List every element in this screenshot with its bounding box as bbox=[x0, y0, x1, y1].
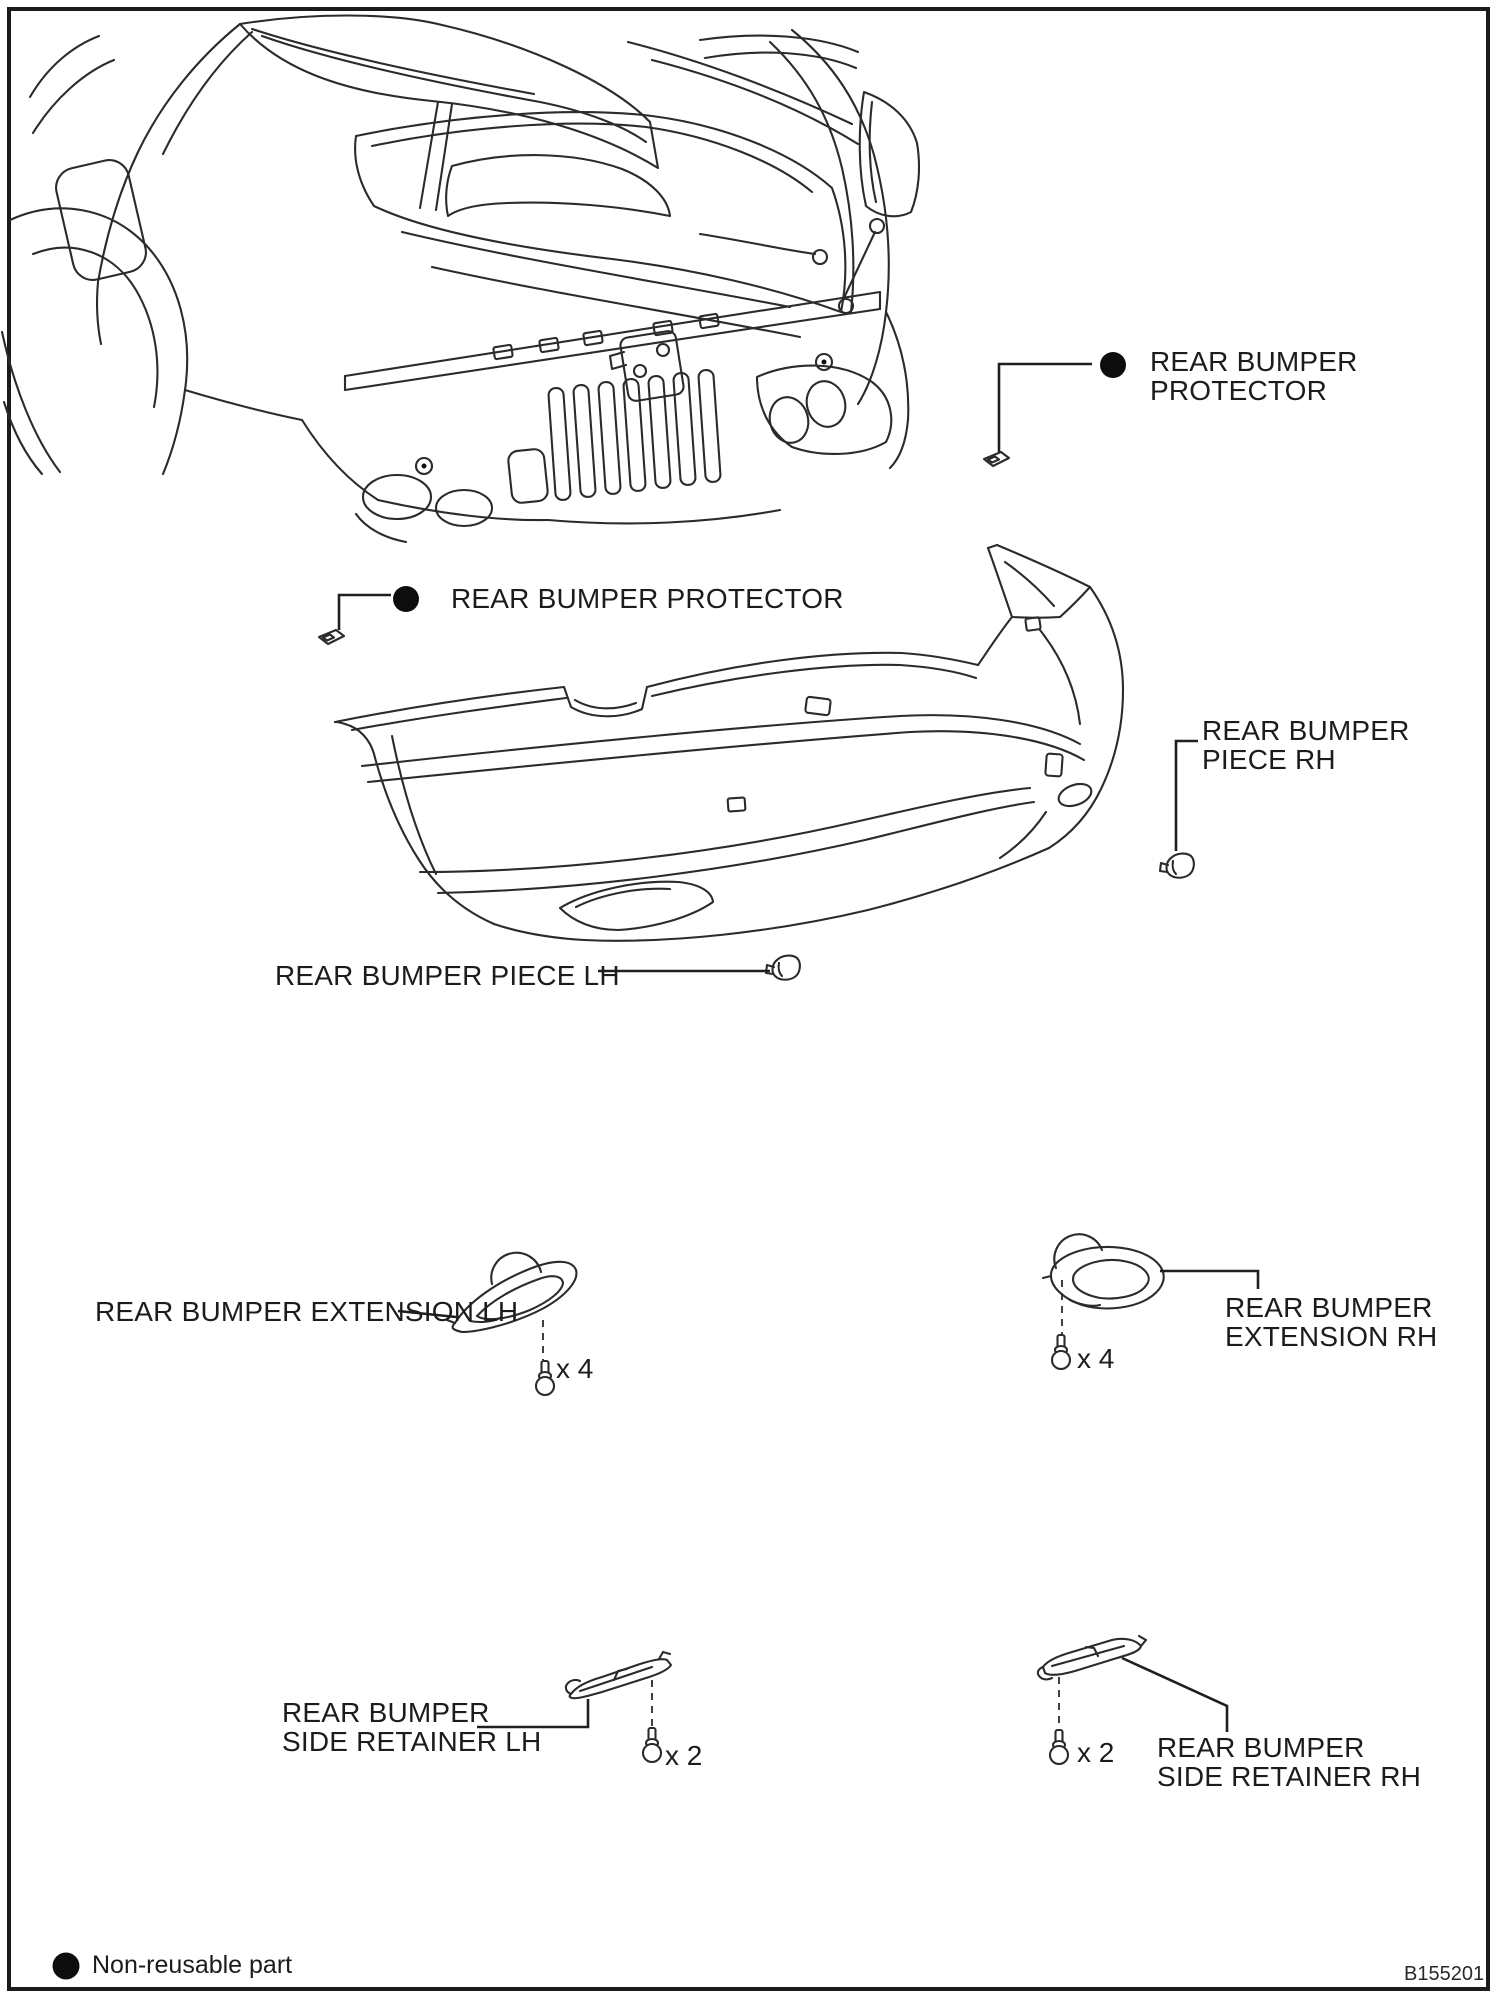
screw-icon bbox=[643, 1728, 661, 1762]
qty-retainer-lh-screws: x 2 bbox=[665, 1740, 703, 1771]
callout-line: PIECE RH bbox=[1202, 744, 1336, 775]
callout-rear-bumper-protector-mid bbox=[451, 584, 844, 613]
callout-line: EXTENSION RH bbox=[1225, 1321, 1438, 1352]
figure-code: B155201 bbox=[1404, 1963, 1485, 1985]
callout-line: REAR BUMPER bbox=[1157, 1732, 1365, 1763]
callout-rear-bumper-side-retainer-lh bbox=[282, 1698, 541, 1756]
screw-leader-lines bbox=[543, 1280, 1062, 1729]
callout-line: REAR BUMPER bbox=[1150, 346, 1358, 377]
rear-bumper-protector-part-mid bbox=[319, 630, 344, 644]
callout-rear-bumper-side-retainer-rh bbox=[1157, 1733, 1421, 1791]
callout-line: REAR BUMPER EXTENSION LH bbox=[95, 1296, 519, 1327]
qty-extension-rh-screws: x 4 bbox=[1077, 1343, 1115, 1374]
callout-line: REAR BUMPER PROTECTOR bbox=[451, 583, 844, 614]
callout-line: PROTECTOR bbox=[1150, 375, 1328, 406]
qty-extension-lh-screws: x 4 bbox=[556, 1353, 594, 1384]
rear-bumper-side-retainer-rh-part bbox=[1038, 1636, 1146, 1679]
qty-retainer-rh-screws: x 2 bbox=[1077, 1737, 1115, 1768]
rear-bumper-piece-rh-part bbox=[1160, 854, 1194, 878]
non-reusable-dot bbox=[393, 586, 419, 612]
screw-icon bbox=[536, 1361, 554, 1395]
screw-icon bbox=[1052, 1335, 1070, 1369]
callout-rear-bumper-extension-rh bbox=[1225, 1293, 1437, 1351]
rear-bumper-piece-lh-part bbox=[766, 956, 800, 980]
callout-line: REAR BUMPER PIECE LH bbox=[275, 960, 620, 991]
callout-line: SIDE RETAINER RH bbox=[1157, 1761, 1422, 1792]
callout-rear-bumper-extension-lh bbox=[95, 1297, 518, 1326]
non-reusable-dot bbox=[53, 1953, 80, 1980]
screw-icon bbox=[1050, 1730, 1068, 1764]
non-reusable-dot bbox=[1100, 352, 1126, 378]
callout-rear-bumper-piece-lh bbox=[275, 961, 620, 990]
callout-line: REAR BUMPER bbox=[1225, 1292, 1433, 1323]
callout-line: REAR BUMPER bbox=[1202, 715, 1410, 746]
callout-leader-lines bbox=[339, 364, 1258, 1732]
callout-rear-bumper-protector-top bbox=[1150, 347, 1358, 405]
rear-bumper-protector-part-top bbox=[984, 452, 1009, 466]
callout-rear-bumper-piece-rh bbox=[1202, 716, 1410, 774]
legend-non-reusable-part: Non-reusable part bbox=[92, 1951, 293, 1979]
callout-line: REAR BUMPER bbox=[282, 1697, 490, 1728]
callout-line: SIDE RETAINER LH bbox=[282, 1726, 542, 1757]
car-rear-illustration bbox=[2, 16, 919, 543]
rear-bumper-side-retainer-lh-part bbox=[566, 1652, 671, 1698]
